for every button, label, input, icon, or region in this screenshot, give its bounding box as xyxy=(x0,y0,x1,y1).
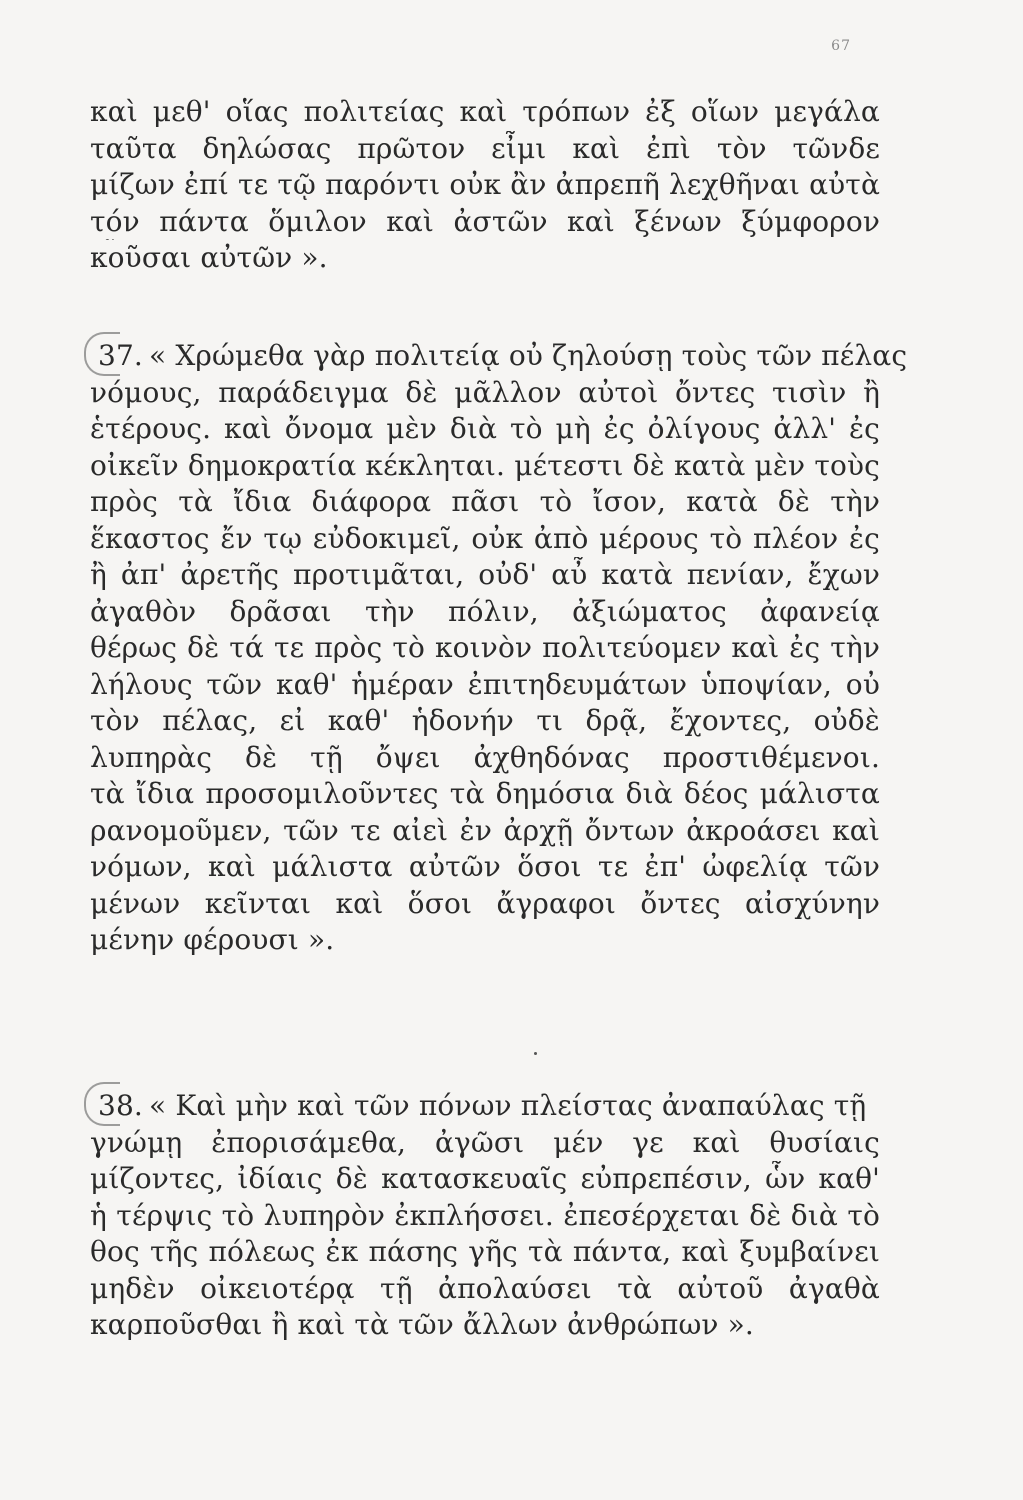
text-line: ἢ ἀπ' ἀρετῆς προτιμᾶται, οὐδ' αὖ κατὰ πενίαν, ἔχων xyxy=(90,558,880,591)
text-line: μηδὲν οἰκειοτέρᾳ τῇ ἀπολαύσει τὰ αὐτοῦ ἀγαθὰ xyxy=(90,1271,880,1305)
text-line: λυπηρὰς δὲ τῇ ὄψει ἀχθηδόνας προστιθέμενοι. xyxy=(90,740,880,774)
text-line: νόμων, καὶ μάλιστα αὐτῶν ὅσοι τε ἐπ' ὠφελίᾳ τῶν xyxy=(90,850,880,883)
text-line-first xyxy=(90,1088,880,1125)
text-line: τόν πάντα ὅμιλον καὶ ἀστῶν καὶ ξένων ξύμφορον xyxy=(90,204,880,238)
text-line: ταῦτα δηλώσας πρῶτον εἶμι καὶ ἐπὶ τὸν τῶνδε xyxy=(90,131,880,165)
text-line: κοῦσαι αὐτῶν ». xyxy=(90,241,328,274)
page-number: 67 xyxy=(831,38,851,54)
text-line: θος τῆς πόλεως ἐκ πάσης γῆς τὰ πάντα, καὶ ξυμβαίνει xyxy=(90,1235,880,1268)
text-line: « Καὶ μὴν καὶ τῶν πόνων πλείστας ἀναπαύλας τῇ xyxy=(148,1089,867,1122)
text-line: ἑτέρους. καὶ ὄνομα μὲν διὰ τὸ μὴ ἐς ὀλίγους ἀλλ' ἐς xyxy=(90,412,880,445)
paragraph-continuation xyxy=(90,94,880,277)
text-line: γνώμῃ ἐπορισάμεθα, ἀγῶσι μέν γε καὶ θυσίαις xyxy=(90,1125,880,1159)
text-line: μίζοντες, ἰδίαις δὲ κατασκευαῖς εὐπρεπέσιν, ὧν καθ' xyxy=(90,1162,880,1195)
section-number: 37. xyxy=(98,338,143,375)
paragraph-section-37 xyxy=(90,338,908,959)
text-line: ρανομοῦμεν, τῶν τε αἰεὶ ἐν ἀρχῇ ὄντων ἀκροάσει καὶ xyxy=(90,813,880,847)
text-line: μένην φέρουσι ». xyxy=(90,923,335,956)
text-line: ἕκαστος ἔν τῳ εὐδοκιμεῖ, οὐκ ἀπὸ μέρους τὸ πλέον ἐς xyxy=(90,521,880,555)
handwritten-circle-mark xyxy=(84,332,120,376)
text-line: ἀγαθὸν δρᾶσαι τὴν πόλιν, ἀξιώματος ἀφανείᾳ xyxy=(90,594,880,628)
text-line-first xyxy=(90,338,908,375)
text-line: καρποῦσθαι ἢ καὶ τὰ τῶν ἄλλων ἀνθρώπων ». xyxy=(90,1308,754,1341)
text-line: « Χρώμεθα γὰρ πολιτείᾳ οὐ ζηλούσῃ τοὺς τῶν πέλας xyxy=(148,339,908,372)
paragraph-section-38 xyxy=(90,1088,880,1344)
text-line: τὰ ἴδια προσομιλοῦντες τὰ δημόσια διὰ δέος μάλιστα xyxy=(90,777,880,810)
text-line: λήλους τῶν καθ' ἡμέραν ἐπιτηδευμάτων ὑποψίαν, οὐ xyxy=(90,667,880,701)
text-line: μένων κεῖνται καὶ ὅσοι ἄγραφοι ὄντες αἰσχύνην xyxy=(90,886,880,920)
text-line: τὸν πέλας, εἰ καθ' ἡδονήν τι δρᾷ, ἔχοντες, οὐδὲ xyxy=(90,704,880,737)
stray-ink-dot xyxy=(534,1052,537,1055)
text-line: οἰκεῖν δημοκρατία κέκληται. μέτεστι δὲ κατὰ μὲν τοὺς xyxy=(90,448,880,482)
text-line: μίζων ἐπί τε τῷ παρόντι οὐκ ἂν ἀπρεπῆ λεχθῆναι αὐτὰ xyxy=(90,168,880,201)
text-line: καὶ μεθ' οἵας πολιτείας καὶ τρόπων ἐξ οἵων μεγάλα xyxy=(90,95,880,128)
handwritten-circle-mark xyxy=(84,1082,120,1126)
section-number: 38. xyxy=(98,1088,143,1125)
text-line: θέρως δὲ τά τε πρὸς τὸ κοινὸν πολιτεύομεν καὶ ἐς τὴν xyxy=(90,631,880,664)
text-line: πρὸς τὰ ἴδια διάφορα πᾶσι τὸ ἴσον, κατὰ δὲ τὴν xyxy=(90,485,880,518)
text-line: νόμους, παράδειγμα δὲ μᾶλλον αὐτοὶ ὄντες τισὶν ἢ xyxy=(90,375,880,409)
text-line: ἡ τέρψις τὸ λυπηρὸν ἐκπλήσσει. ἐπεσέρχεται δὲ διὰ τὸ xyxy=(90,1198,880,1232)
